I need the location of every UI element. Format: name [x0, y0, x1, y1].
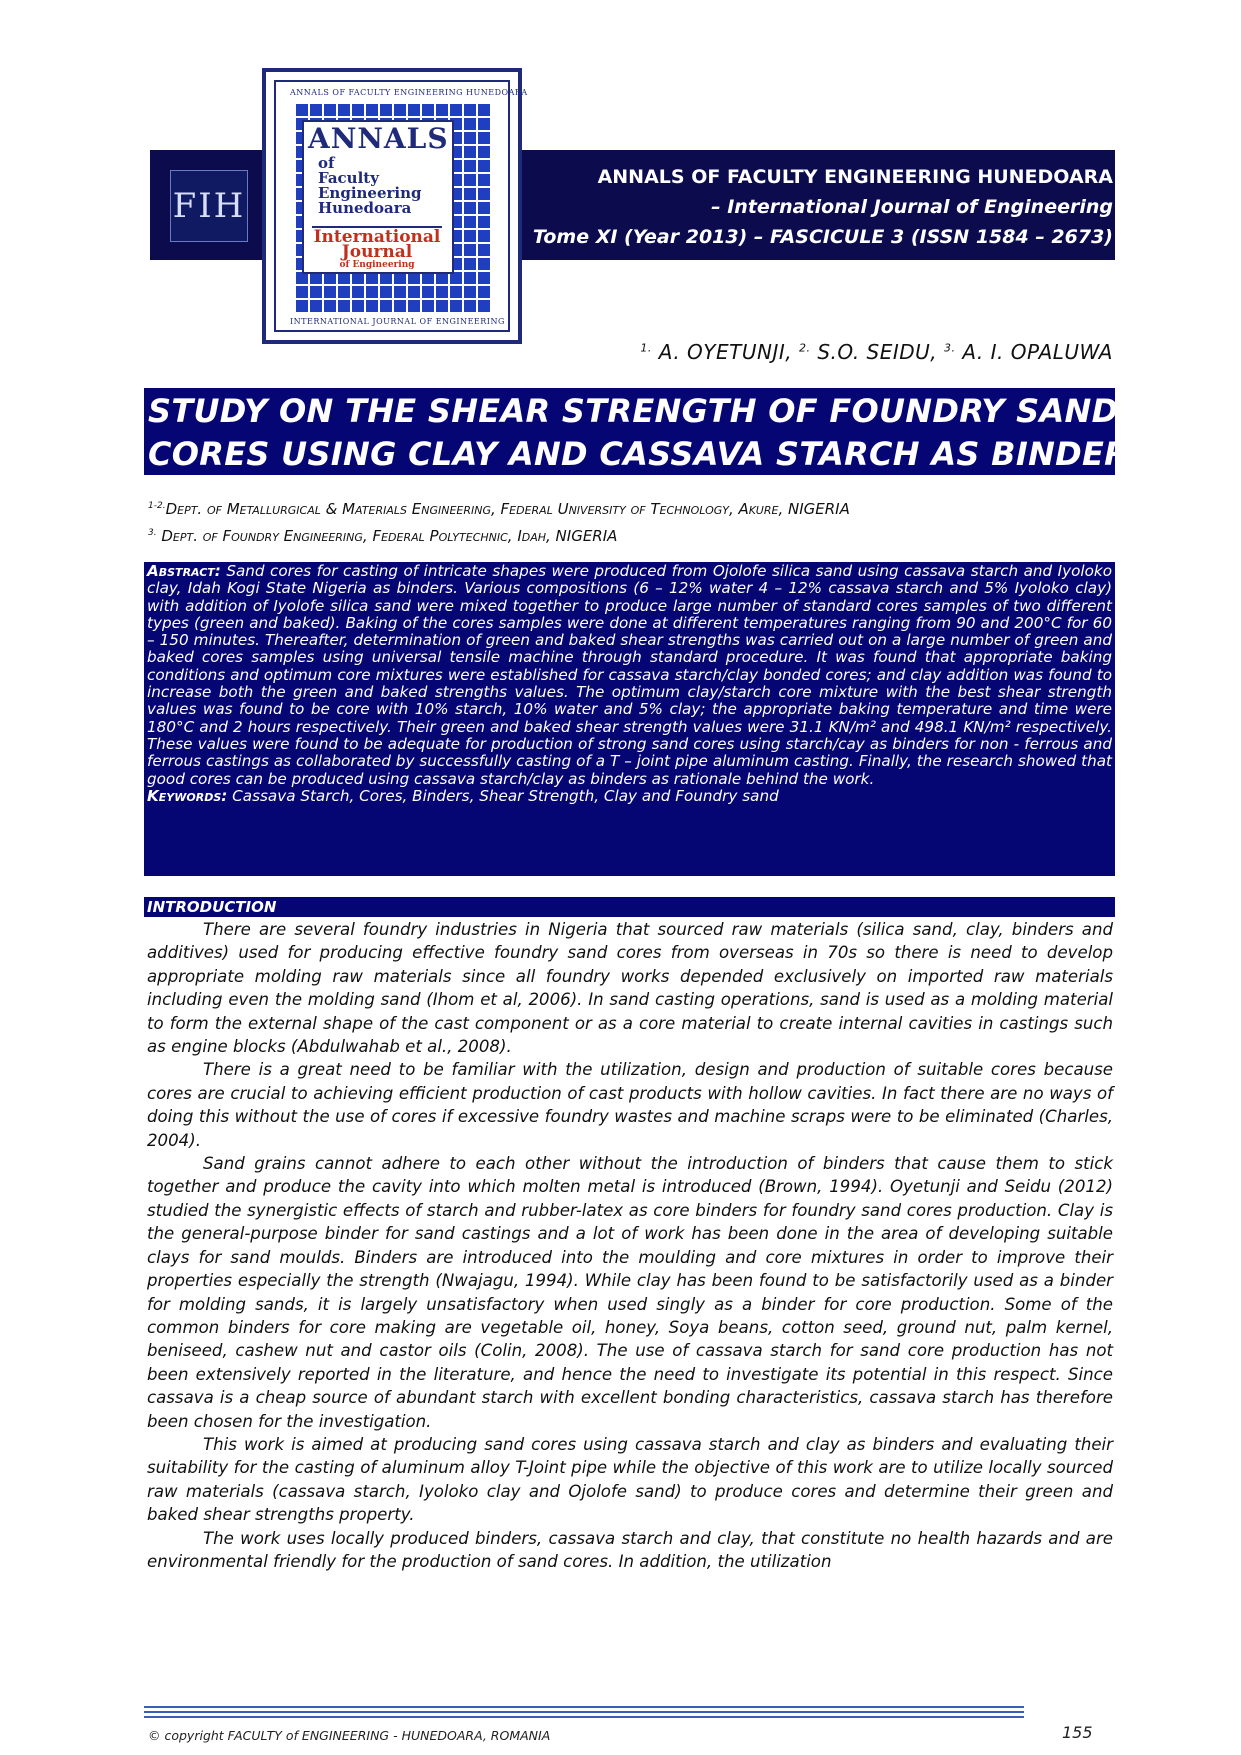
- paragraph: There are several foundry industries in Nigeria that sourced raw materials (silica sand, clay, binders and additives) used for producing effective foundry sand cores from overseas in 70s so there is need to develop appropriate molding raw materials since all foundry works depended exclusively on imported raw materials including even the molding sand (Ihom et al, 2006). In sand casting operations, sand is used as a molding material to form the external shape of the cast component or as a core material to create internal cavities in castings such as engine blocks (Abdulwahab et al., 2008).: [147, 920, 1113, 1057]
- page-number: 155: [1062, 1723, 1093, 1742]
- paper-title: STUDY ON THE SHEAR STRENGTH OF FOUNDRY SAND CORES USING CLAY AND CASSAVA STARCH AS BINDER: [144, 388, 1115, 475]
- footer-rule: [144, 1711, 1024, 1713]
- logo-faculty-text: of Faculty Engineering Hunedoara: [318, 154, 422, 217]
- section-heading-introduction: INTRODUCTION: [144, 897, 1115, 917]
- logo-frame: [274, 80, 528, 332]
- abstract-label: Abstract:: [147, 562, 221, 580]
- logo-title-panel: [302, 120, 454, 274]
- affiliation: $^{3.}$ Dept. of Foundry Engineering, Federal Polytechnic, Idah, NIGERIA: [148, 527, 618, 545]
- author-name: S.O. SEIDU,: [817, 340, 938, 364]
- paragraph: There is a great need to be familiar with the utilization, design and production of suitable cores because cores are crucial to achieving efficient production of cast products with hollow cavities. In fact there are no ways of doing this without the use of cores if excessive foundry wastes and machine scraps were to be eliminated (Charles, 2004).: [147, 1060, 1113, 1150]
- author-list: $^{1.}$ A. OYETUNJI, $^{2.}$ S.O. SEIDU, $^{3.}$ A. I. OPALUWA: [640, 340, 1113, 364]
- fih-logo: FIH: [170, 170, 248, 242]
- copyright-notice: © copyright FACULTY of ENGINEERING - HUNEDOARA, ROMANIA: [148, 1728, 551, 1743]
- footer-rule: [144, 1706, 1024, 1708]
- keywords-text: Cassava Starch, Cores, Binders, Shear Strength, Clay and Foundry sand: [232, 786, 779, 805]
- introduction-body: [147, 918, 1113, 1573]
- paragraph: Sand grains cannot adhere to each other without the introduction of binders that cause them to stick together and produce the cavity into which molten metal is introduced (Brown, 1994). Oyetunji and Seidu (2012) studied the synergistic effects of starch and rubber-latex as core binders for foundry sand cores production. Clay is the general-purpose binder for sand castings and a lot of work has been done in the area of developing suitable clays for sand moulds. Binders are introduced into the moulding and core mixtures in order to improve their properties especially the strength (Nwajagu, 1994). While clay has been found to be satisfactorily used as a binder for molding sands, it is largely unsatisfactory when used singly as a binder for core production. Some of the common binders for core making are vegetable oil, honey, Soya beans, cotton seed, ground nut, palm kernel, beniseed, cashew nut and castor oils (Colin, 2008). The use of cassava starch for sand core production has not been extensively reported in the literature, and hence the need to investigate its potential in this respect. Since cassava is a cheap source of abundant starch with excellent bonding characteristics, cassava starch has therefore been chosen for the investigation.: [147, 1154, 1113, 1431]
- annals-journal-logo: [262, 68, 528, 344]
- affiliation: $^{1-2.}$Dept. of Metallurgical & Materials Engineering, Federal University of Technology, Akure, NIGERIA: [148, 500, 850, 518]
- journal-header-text: [533, 162, 1113, 252]
- abstract-text: Sand cores for casting of intricate shapes were produced from Ojolofe silica sand using cassava starch and Iyoloko clay, Idah Kogi State Nigeria as binders. Various compositions (6 – 12% water 4 – 12% cassava starch and 5% Iyoloko clay) with addition of Iyolofe silica sand were mixed together to produce large number of standard cores samples of two different types (green and baked). Baking of the cores samples were done at different temperatures ranging from 90 and 200°C for 60 – 150 minutes. Thereafter, determination of green and baked shear strengths was carried out on a large number of green and baked cores samples using universal tensile machine through standard procedure. It was found that appropriate baking conditions and optimum core mixtures were established for cassava starch/clay bonded cores; and clay addition was found to increase both the green and baked strengths values. The optimum clay/starch core mixture with the best shear strength values was found to be core with 10% starch, 10% water and 5% clay; the appropriate baking temperature and time were 180°C and 2 hours respectively. Their green and baked shear strength values were 31.1 KN/m² and 498.1 KN/m² respectively. These values were found to be adequate for production of strong sand cores using starch/cay as binders for non - ferrous and ferrous castings as collaborated by successfully casting of a T – joint pipe aluminum casting. Finally, the research showed that good cores can be produced using cassava starch/clay as binders as rationale behind the work.: [147, 562, 1112, 788]
- journal-volume: Tome XI (Year 2013) – FASCICULE 3 (ISSN 1584 – 2673): [532, 226, 1113, 248]
- paragraph: This work is aimed at producing sand cores using cassava starch and clay as binders and evaluating their suitability for the casting of aluminum alloy T-Joint pipe while the objective of this work are to utilize locally sourced raw materials (cassava starch, Iyoloko clay and Ojolofe sand) to produce cores and determine their green and baked shear strengths property.: [147, 1434, 1113, 1525]
- author-name: A. I. OPALUWA: [962, 340, 1113, 364]
- keywords-label: Keywords:: [147, 786, 228, 805]
- footer-rule: [144, 1716, 1024, 1718]
- logo-band-bottom: INTERNATIONAL JOURNAL OF ENGINEERING: [290, 317, 505, 326]
- paragraph: The work uses locally produced binders, cassava starch and clay, that constitute no health hazards and are environmental friendly for the production of sand cores. In addition, the utilization: [147, 1528, 1113, 1571]
- journal-subtitle: – International Journal of Engineering: [711, 196, 1113, 218]
- logo-band-top: ANNALS OF FACULTY ENGINEERING HUNEDOARA: [290, 88, 528, 97]
- logo-international-journal-text: International Journal of Engineering: [313, 227, 441, 270]
- affiliations: [148, 494, 850, 548]
- abstract-box: [144, 562, 1115, 876]
- logo-annals-text: ANNALS: [308, 122, 449, 155]
- journal-name: ANNALS OF FACULTY ENGINEERING HUNEDOARA: [597, 166, 1113, 188]
- author-name: A. OYETUNJI,: [658, 340, 793, 364]
